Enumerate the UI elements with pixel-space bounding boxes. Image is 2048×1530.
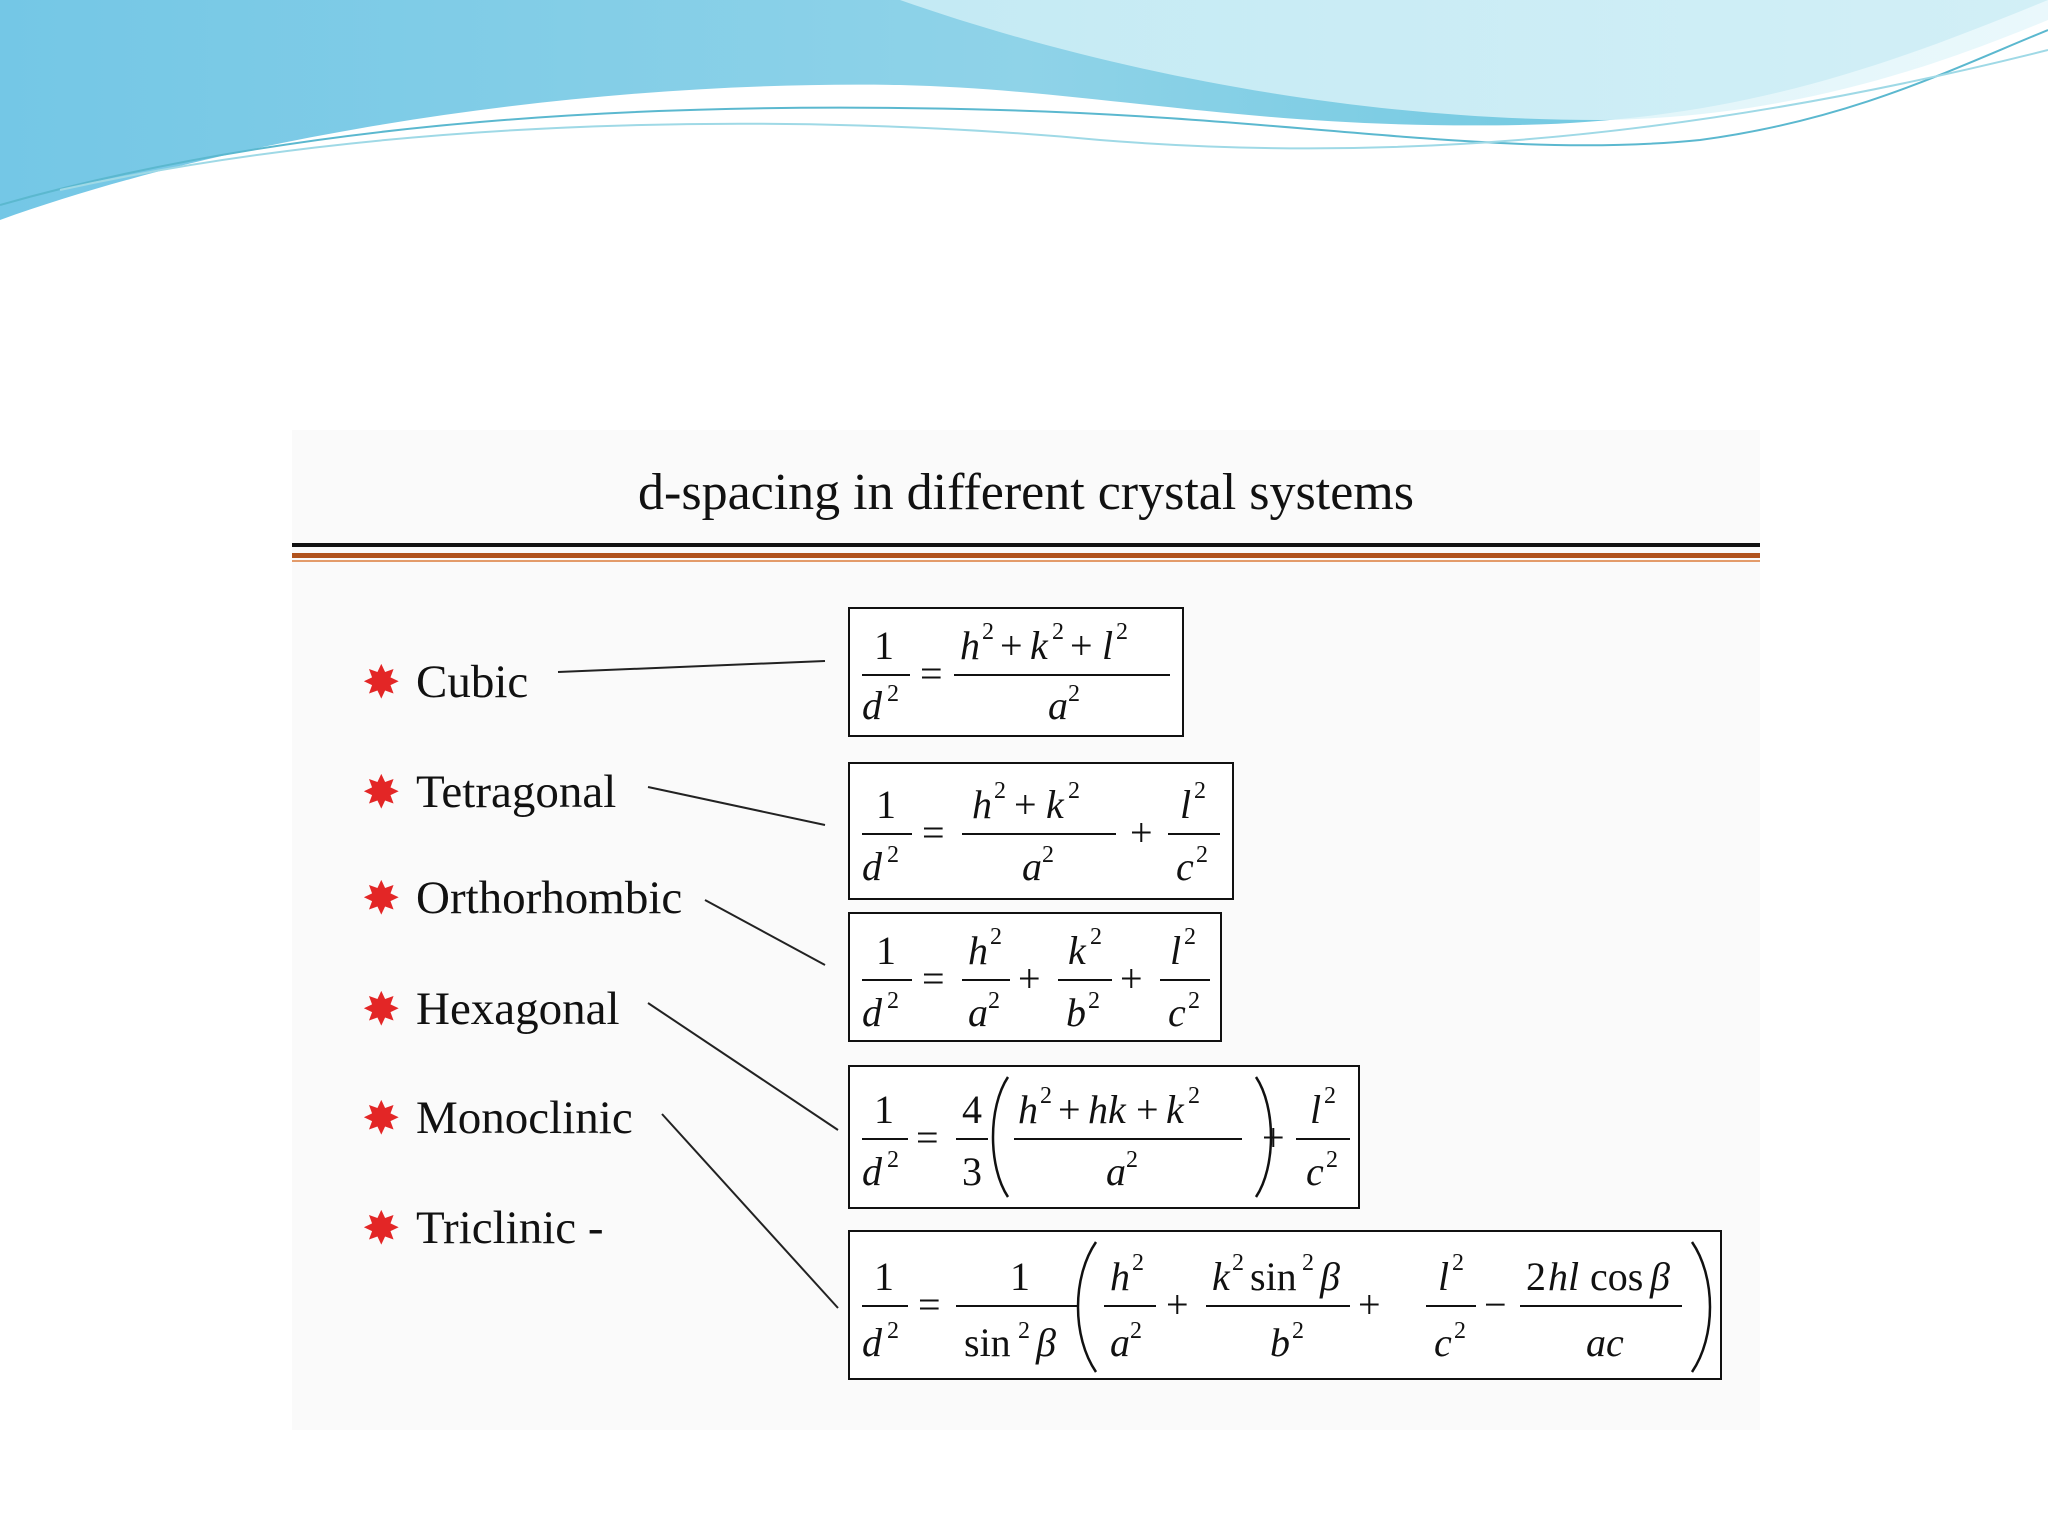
svg-text:k: k bbox=[1030, 623, 1048, 668]
svg-text:1: 1 bbox=[876, 782, 896, 827]
svg-text:k: k bbox=[1166, 1087, 1184, 1132]
svg-text:2: 2 bbox=[887, 681, 899, 707]
svg-text:2: 2 bbox=[1184, 924, 1196, 950]
svg-text:+: + bbox=[1130, 810, 1153, 855]
system-label: Triclinic - bbox=[416, 1202, 604, 1254]
svg-text:k: k bbox=[1212, 1254, 1230, 1299]
svg-text:2: 2 bbox=[887, 988, 899, 1014]
svg-text:l: l bbox=[1438, 1254, 1450, 1299]
svg-text:2: 2 bbox=[887, 1147, 899, 1173]
svg-text:a: a bbox=[968, 990, 988, 1035]
equation-monoclinic bbox=[848, 1230, 1722, 1380]
svg-text:l: l bbox=[1310, 1087, 1322, 1132]
svg-text:2: 2 bbox=[1326, 1147, 1338, 1173]
svg-text:2: 2 bbox=[1018, 1318, 1030, 1344]
svg-text:l: l bbox=[1102, 623, 1114, 668]
svg-text:d: d bbox=[862, 683, 882, 728]
svg-text:2: 2 bbox=[1132, 1250, 1144, 1276]
equation-orthorhombic bbox=[848, 912, 1222, 1042]
svg-text:l: l bbox=[1170, 928, 1182, 973]
svg-text:h: h bbox=[972, 782, 992, 827]
svg-text:+: + bbox=[1262, 1115, 1285, 1160]
svg-text:=: = bbox=[918, 1282, 941, 1327]
svg-text:+: + bbox=[1166, 1282, 1189, 1327]
connector-hexagonal bbox=[648, 1003, 838, 1130]
svg-text:+: + bbox=[1120, 956, 1143, 1001]
svg-text:a: a bbox=[1106, 1149, 1126, 1194]
svg-text:h: h bbox=[1110, 1254, 1130, 1299]
system-label: Monoclinic bbox=[416, 1092, 633, 1144]
svg-text:b: b bbox=[1270, 1320, 1290, 1365]
system-label: Tetragonal bbox=[416, 766, 617, 818]
svg-text:h: h bbox=[960, 623, 980, 668]
svg-text:a: a bbox=[1110, 1320, 1130, 1365]
svg-text:+: + bbox=[1000, 623, 1023, 668]
equation-cubic bbox=[848, 607, 1184, 737]
svg-text:+: + bbox=[1070, 623, 1093, 668]
svg-text:2: 2 bbox=[887, 1318, 899, 1344]
svg-text:2: 2 bbox=[1194, 778, 1206, 804]
svg-text:2: 2 bbox=[982, 619, 994, 645]
system-label: Cubic bbox=[416, 656, 529, 708]
equation-hexagonal bbox=[848, 1065, 1360, 1209]
svg-text:2: 2 bbox=[1232, 1250, 1244, 1276]
svg-text:hk: hk bbox=[1088, 1087, 1126, 1132]
svg-text:2: 2 bbox=[1454, 1318, 1466, 1344]
svg-text:+: + bbox=[1358, 1282, 1381, 1327]
svg-text:1: 1 bbox=[876, 928, 896, 973]
svg-text:sin: sin bbox=[964, 1320, 1011, 1365]
svg-text:−: − bbox=[1484, 1282, 1507, 1327]
star-bullet-icon: ✸ bbox=[362, 765, 401, 819]
svg-text:1: 1 bbox=[1010, 1254, 1030, 1299]
svg-text:a: a bbox=[1022, 844, 1042, 889]
svg-text:d: d bbox=[862, 990, 882, 1035]
connector-tetragonal bbox=[648, 787, 825, 825]
svg-text:b: b bbox=[1066, 990, 1086, 1035]
svg-text:sin: sin bbox=[1250, 1254, 1297, 1299]
svg-text:2: 2 bbox=[1188, 988, 1200, 1014]
svg-text:k: k bbox=[1046, 782, 1064, 827]
star-bullet-icon: ✸ bbox=[362, 1091, 401, 1145]
svg-text:2: 2 bbox=[990, 924, 1002, 950]
svg-text:cos: cos bbox=[1590, 1254, 1644, 1299]
svg-text:ac: ac bbox=[1586, 1320, 1624, 1365]
svg-text:=: = bbox=[922, 956, 945, 1001]
svg-text:h: h bbox=[968, 928, 988, 973]
svg-text:k: k bbox=[1068, 928, 1086, 973]
svg-text:c: c bbox=[1168, 990, 1186, 1035]
svg-text:2: 2 bbox=[1526, 1254, 1546, 1299]
svg-text:2: 2 bbox=[1068, 681, 1080, 707]
svg-text:2: 2 bbox=[1292, 1318, 1304, 1344]
svg-text:hl: hl bbox=[1548, 1254, 1580, 1299]
svg-text:d: d bbox=[862, 1149, 882, 1194]
svg-text:+: + bbox=[1058, 1087, 1081, 1132]
svg-text:2: 2 bbox=[1130, 1318, 1142, 1344]
svg-text:2: 2 bbox=[1116, 619, 1128, 645]
page-title: d-spacing in different crystal systems bbox=[638, 464, 1414, 521]
star-bullet-icon: ✸ bbox=[362, 1201, 401, 1255]
svg-text:2: 2 bbox=[988, 988, 1000, 1014]
svg-text:β: β bbox=[1320, 1254, 1340, 1299]
svg-text:2: 2 bbox=[1302, 1250, 1314, 1276]
star-bullet-icon: ✸ bbox=[362, 982, 401, 1036]
svg-text:3: 3 bbox=[962, 1149, 982, 1194]
svg-text:l: l bbox=[1180, 782, 1192, 827]
svg-text:h: h bbox=[1018, 1087, 1038, 1132]
svg-text:+: + bbox=[1014, 782, 1037, 827]
svg-text:2: 2 bbox=[1126, 1147, 1138, 1173]
svg-text:=: = bbox=[922, 810, 945, 855]
svg-text:2: 2 bbox=[994, 778, 1006, 804]
svg-text:β: β bbox=[1650, 1254, 1670, 1299]
svg-text:2: 2 bbox=[1090, 924, 1102, 950]
svg-text:c: c bbox=[1434, 1320, 1452, 1365]
svg-text:2: 2 bbox=[1188, 1083, 1200, 1109]
connector-monoclinic bbox=[662, 1114, 838, 1308]
svg-text:=: = bbox=[920, 651, 943, 696]
svg-text:1: 1 bbox=[874, 623, 894, 668]
svg-text:4: 4 bbox=[962, 1087, 982, 1132]
svg-text:2: 2 bbox=[1452, 1250, 1464, 1276]
svg-text:d: d bbox=[862, 844, 882, 889]
svg-text:=: = bbox=[916, 1115, 939, 1160]
svg-text:c: c bbox=[1176, 844, 1194, 889]
svg-text:2: 2 bbox=[1068, 778, 1080, 804]
equation-tetragonal bbox=[848, 762, 1234, 900]
svg-text:d: d bbox=[862, 1320, 882, 1365]
svg-text:2: 2 bbox=[1088, 988, 1100, 1014]
system-label: Orthorhombic bbox=[416, 872, 683, 924]
svg-text:+: + bbox=[1018, 956, 1041, 1001]
svg-text:1: 1 bbox=[874, 1254, 894, 1299]
connector-orthorhombic bbox=[705, 900, 825, 965]
system-label: Hexagonal bbox=[416, 983, 620, 1035]
svg-text:β: β bbox=[1036, 1320, 1056, 1365]
svg-text:2: 2 bbox=[887, 842, 899, 868]
svg-text:2: 2 bbox=[1324, 1083, 1336, 1109]
svg-text:2: 2 bbox=[1052, 619, 1064, 645]
svg-text:2: 2 bbox=[1040, 1083, 1052, 1109]
svg-text:c: c bbox=[1306, 1149, 1324, 1194]
star-bullet-icon: ✸ bbox=[362, 871, 401, 925]
star-bullet-icon: ✸ bbox=[362, 655, 401, 709]
svg-text:2: 2 bbox=[1042, 842, 1054, 868]
svg-text:+: + bbox=[1136, 1087, 1159, 1132]
connector-cubic bbox=[558, 661, 825, 672]
svg-text:2: 2 bbox=[1196, 842, 1208, 868]
svg-text:1: 1 bbox=[874, 1087, 894, 1132]
svg-text:a: a bbox=[1048, 683, 1068, 728]
